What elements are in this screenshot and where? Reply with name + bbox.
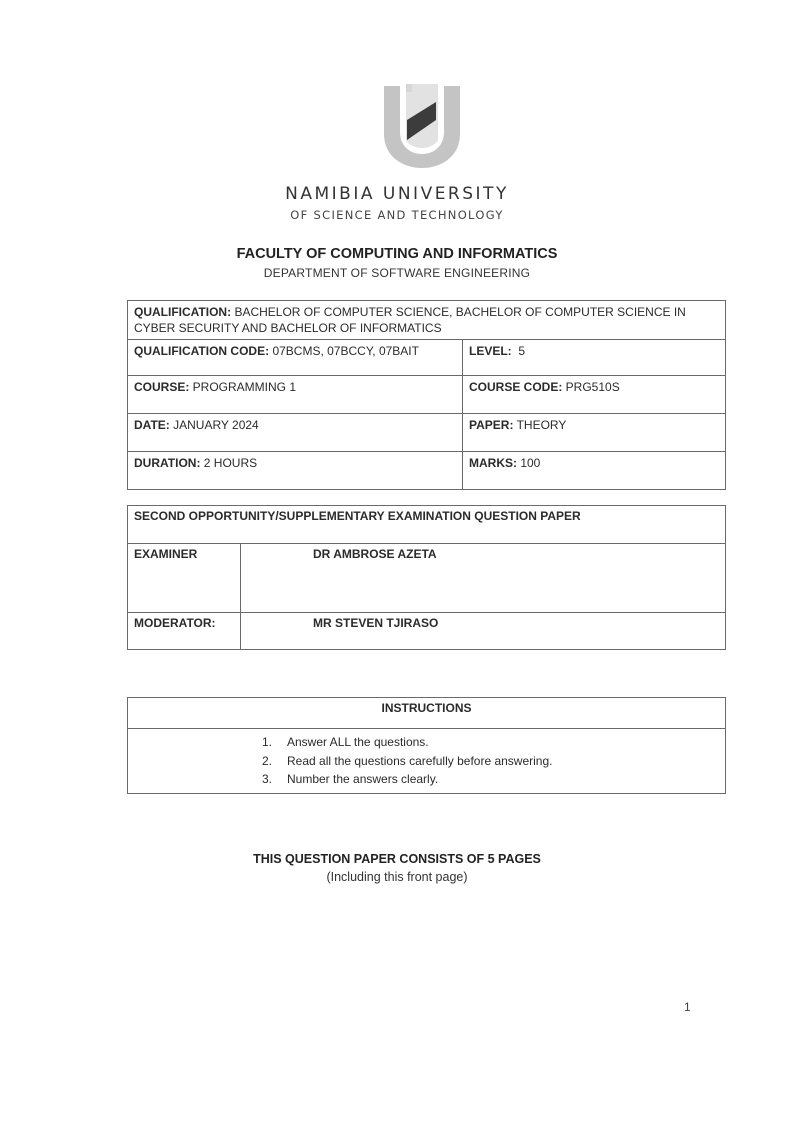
qualification-label: QUALIFICATION: (134, 305, 232, 319)
nust-shield-logo-icon (378, 80, 466, 170)
exam-type-title: SECOND OPPORTUNITY/SUPPLEMENTARY EXAMINATION QUESTION PAPER (128, 506, 726, 544)
moderator-label: MODERATOR: (128, 613, 241, 650)
examiner-value: DR AMBROSE AZETA (241, 544, 726, 613)
instruction-item (128, 752, 725, 771)
page-count-subnote: (Including this front page) (326, 870, 468, 884)
paper-label: PAPER: (469, 418, 514, 432)
page-count-note: THIS QUESTION PAPER CONSISTS OF 5 PAGES (253, 852, 541, 866)
date-cell (128, 414, 463, 452)
marks-label: MARKS: (469, 456, 517, 470)
faculty-heading: FACULTY OF COMPUTING AND INFORMATICS (236, 246, 558, 262)
instruction-text: Read all the questions carefully before answering. (287, 753, 553, 768)
instruction-number: 1. (262, 735, 273, 749)
paper-value: THEORY (513, 418, 567, 432)
instruction-item (128, 770, 725, 789)
page-number: 1 (684, 1000, 691, 1014)
marks-cell (463, 452, 726, 490)
date-label: DATE: (134, 418, 170, 432)
qualification-cell (128, 301, 726, 340)
instruction-number: 3. (262, 772, 273, 786)
instruction-text: Number the answers clearly. (287, 772, 439, 786)
examiner-label: EXAMINER (128, 544, 241, 613)
marks-value: 100 (517, 456, 541, 470)
course-code-label: COURSE CODE: (469, 380, 563, 394)
instructions-body (128, 729, 726, 794)
university-subtitle: OF SCIENCE AND TECHNOLOGY (290, 208, 504, 222)
moderator-value: MR STEVEN TJIRASO (241, 613, 726, 650)
instruction-item (128, 733, 725, 752)
instruction-number: 2. (262, 753, 273, 768)
department-heading: DEPARTMENT OF SOFTWARE ENGINEERING (263, 266, 531, 280)
course-cell (128, 376, 463, 414)
paper-cell (463, 414, 726, 452)
level-value: 5 (511, 344, 526, 358)
instructions-list (128, 731, 725, 791)
course-code-value: PRG510S (562, 380, 620, 394)
duration-label: DURATION: (134, 456, 201, 470)
level-label: LEVEL: (469, 344, 512, 358)
duration-value: 2 HOURS (200, 456, 258, 470)
qualification-code-cell (128, 340, 463, 376)
qualification-value: BACHELOR OF COMPUTER SCIENCE, BACHELOR OF COMPUTER SCIENCE IN CYBER SECURITY AND BACHELOR OF INFORMATICS (134, 305, 686, 335)
instruction-text: Answer ALL the questions. (287, 735, 429, 749)
instructions-title: INSTRUCTIONS (128, 698, 726, 729)
course-label: COURSE: (134, 380, 190, 394)
course-code-cell (463, 376, 726, 414)
qualification-code-value: 07BCMS, 07BCCY, 07BAIT (269, 344, 419, 358)
qualification-code-label: QUALIFICATION CODE: (134, 344, 270, 358)
date-value: JANUARY 2024 (169, 418, 259, 432)
exam-details-table (127, 505, 726, 650)
instructions-table (127, 697, 726, 794)
course-details-table (127, 300, 726, 490)
course-value: PROGRAMMING 1 (189, 380, 297, 394)
duration-cell (128, 452, 463, 490)
level-cell (463, 340, 726, 376)
university-name: NAMIBIA UNIVERSITY (285, 184, 509, 204)
